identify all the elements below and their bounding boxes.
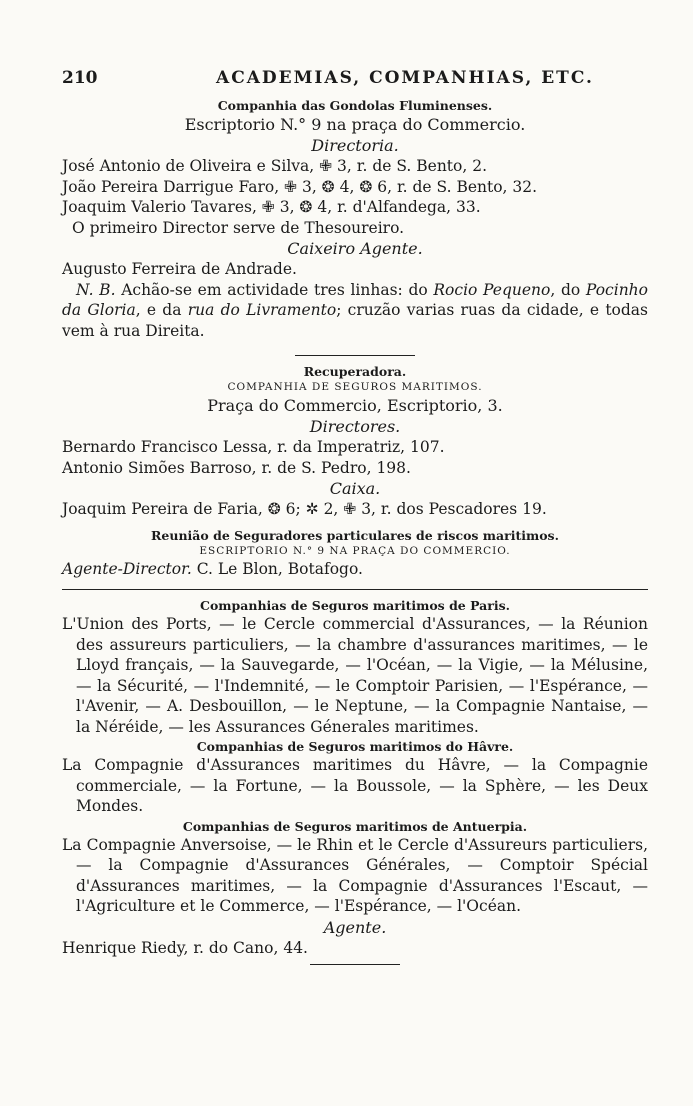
section-title: Companhia das Gondolas Fluminenses. — [217, 98, 493, 113]
agent-line — [62, 559, 648, 580]
nb-text: ; cruzão varias ruas da cidade, e todas vem à rua Direita. — [62, 301, 648, 340]
section-title: Reunião de Seguradores particulares de riscos maritimos. — [151, 527, 559, 543]
agente-entry: Henrique Riedy, r. do Cano, 44. — [62, 938, 308, 957]
nb-pocinho: Pocinho da Gloria — [62, 280, 648, 319]
nb-text: Achão-se em actividade tres linhas: do — [115, 280, 434, 299]
office-address: Praça do Commercio, Escriptorio, 3. — [207, 396, 503, 415]
director-entry: João Pereira Darrigue Faro, ✙ 3, ❂ 4, ❂ 6, r. de S. Bento, 32. — [62, 177, 538, 196]
nb-text: , e da — [135, 301, 188, 319]
page — [62, 68, 648, 973]
section-antuerpia — [62, 819, 648, 959]
director-entry: Bernardo Francisco Lessa, r. da Imperatriz, 107. — [62, 438, 445, 456]
nb-rocio: Rocio Pequeno — [433, 280, 551, 299]
company-list: L'Union des Ports, — le Cercle commercial d'Assurances, — la Réunion des assureurs particuliers, — la chambre d'assurances maritimes, — le Lloyd français, — la Sauvegarde, — l'Océan, — la Vigie, — la Mélusine, — la Sécurité, — l'Indemnité, — le Comptoir Parisien, — l'Espérance, — l'Avenir, — A. Desbouillon, — le Neptune, — la Compagnie Nantaise, — la Néréide, — les Assurances Génerales maritimes. — [62, 615, 648, 736]
agente-label: Agente. — [323, 917, 387, 937]
page-header — [62, 68, 648, 96]
section-reuniao — [62, 528, 648, 580]
caixa-entry: Joaquim Pereira de Faria, ❂ 6; ✲ 2, ✙ 3, r. dos Pescadores 19. — [62, 500, 547, 518]
treasurer-note: O primeiro Director serve de Thesoureiro. — [72, 218, 405, 237]
section-divider — [62, 589, 648, 590]
section-paris — [62, 598, 648, 737]
section-subtitle: COMPANHIA DE SEGUROS MARITIMOS. — [227, 381, 483, 393]
section-title: Companhias de Seguros maritimos de Antuerpia. — [182, 818, 528, 834]
nota-bene — [62, 280, 648, 342]
section-title: Recuperadora. — [303, 364, 407, 379]
section-title: Companhias de Seguros maritimos de Paris. — [200, 598, 510, 613]
company-list: La Compagnie d'Assurances maritimes du Hâvre, — la Compagnie commerciale, — la Fortune, — la Boussole, — la Sphère, — les Deux Mondes. — [62, 756, 648, 815]
directores-label: Directores. — [309, 417, 401, 436]
directoria-label: Directoria. — [311, 136, 399, 155]
agent-label: Agente-Director. — [62, 559, 192, 578]
page-number: 210 — [62, 68, 98, 88]
agent-name: C. Le Blon, Botafogo. — [191, 559, 363, 578]
nb-livramento: rua do Livramento — [187, 301, 337, 319]
nb-text: , do — [550, 280, 586, 299]
caixeiro-name: Augusto Ferreira de Andrade. — [62, 260, 297, 278]
director-entry: Joaquim Valerio Tavares, ✙ 3, ❂ 4, r. d'Alfandega, 33. — [62, 198, 481, 216]
caixeiro-label: Caixeiro Agente. — [287, 239, 423, 258]
office-address: ESCRIPTORIO N.° 9 NA PRAÇA DO COMMERCIO. — [199, 544, 511, 557]
running-title: ACADEMIAS, COMPANHIAS, ETC. — [216, 68, 594, 88]
section-havre — [62, 739, 648, 817]
section-divider — [295, 355, 415, 356]
company-list: La Compagnie Anversoise, — le Rhin et le Cercle d'Assureurs particuliers, — la Compagnie d'Assurances Générales, — Comptoir Spécial d'Assurances maritimes, — la Compagnie d'Assurances l'Escaut, — l'Agriculture et le Commerce, — l'Espérance, — l'Océan. — [62, 835, 648, 915]
section-gondolas — [62, 98, 648, 341]
end-divider — [310, 964, 400, 965]
nb-prefix: N. B. — [76, 280, 116, 299]
section-recuperadora — [62, 364, 648, 520]
director-entry: José Antonio de Oliveira e Silva, ✙ 3, r. de S. Bento, 2. — [62, 157, 488, 175]
director-entry: Antonio Simões Barroso, r. de S. Pedro, 198. — [62, 458, 411, 477]
caixa-label: Caixa. — [329, 479, 381, 498]
section-title: Companhias de Seguros maritimos do Hâvre. — [196, 739, 514, 754]
office-address: Escriptorio N.° 9 na praça do Commercio. — [184, 115, 526, 134]
